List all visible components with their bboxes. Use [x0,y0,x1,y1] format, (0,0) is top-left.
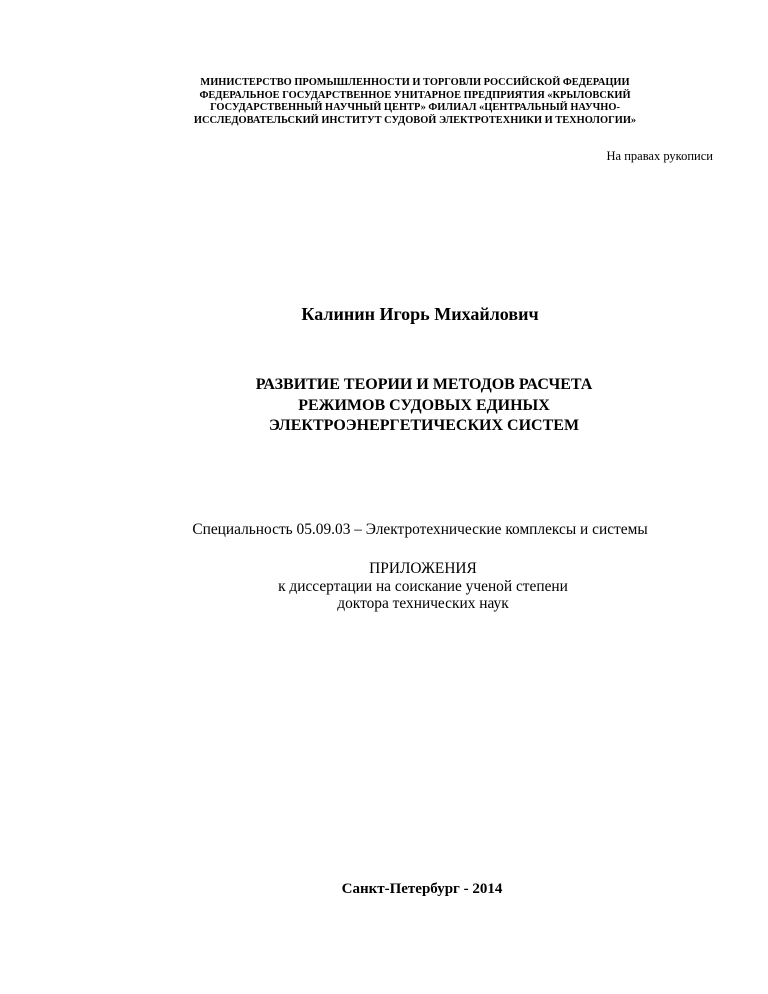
dissertation-title-line: РЕЖИМОВ СУДОВЫХ ЕДИНЫХ [298,396,550,414]
organization-header-line: МИНИСТЕРСТВО ПРОМЫШЛЕННОСТИ И ТОРГОВЛИ РОССИЙСКОЙ ФЕДЕРАЦИИ [200,77,630,88]
organization-header-line: ГОСУДАРСТВЕННЫЙ НАУЧНЫЙ ЦЕНТР» ФИЛИАЛ «ЦЕНТРАЛЬНЫЙ НАУЧНО- [210,102,620,114]
appendix-subtitle-line: доктора технических наук [337,595,509,612]
specialty-line: Специальность 05.09.03 – Электротехнические комплексы и системы [192,521,648,538]
organization-header-line: ИССЛЕДОВАТЕЛЬСКИЙ ИНСТИТУТ СУДОВОЙ ЭЛЕКТРОТЕХНИКИ И ТЕХНОЛОГИИ» [193,114,637,126]
appendix-block [0,560,768,613]
dissertation-title-line: ЭЛЕКТРОЭНЕРГЕТИЧЕСКИХ СИСТЕМ [268,417,580,434]
dissertation-title [0,375,768,437]
organization-header-line: ФЕДЕРАЛЬНОЕ ГОСУДАРСТВЕННОЕ УНИТАРНОЕ ПРЕДПРИЯТИЯ «КРЫЛОВСКИЙ [199,89,631,101]
organization-header [100,77,730,127]
appendix-heading: ПРИЛОЖЕНИЯ [369,560,477,577]
author-name: Калинин Игорь Михайлович [301,304,539,324]
city-and-year: Санкт-Петербург - 2014 [341,881,503,897]
appendix-subtitle-line: к диссертации на соискание ученой степени [278,577,568,595]
manuscript-rights-note: На правах рукописи [606,149,713,163]
dissertation-title-line: РАЗВИТИЕ ТЕОРИИ И МЕТОДОВ РАСЧЕТА [255,376,593,393]
